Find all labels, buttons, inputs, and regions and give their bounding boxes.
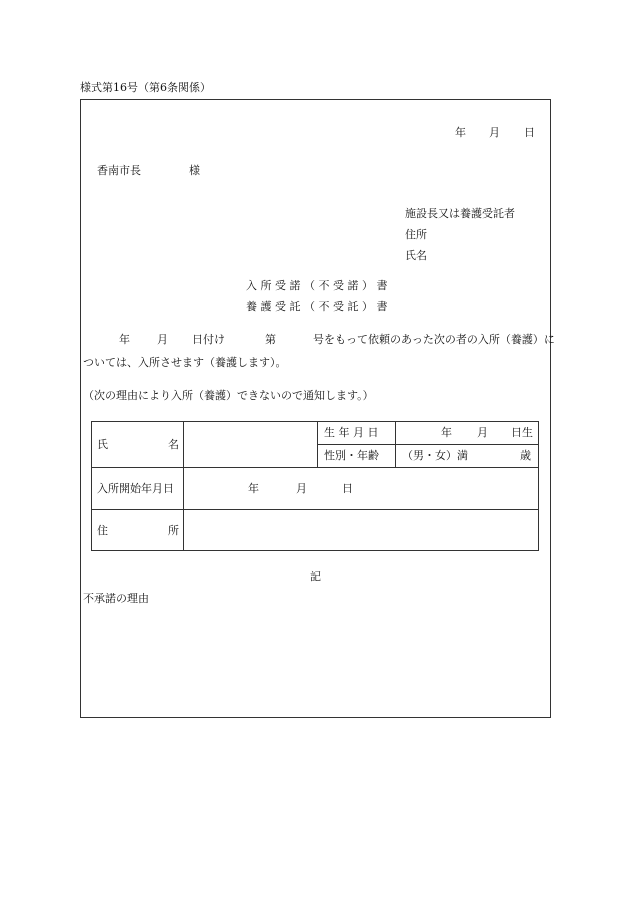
date-month: 月 (489, 126, 500, 139)
sender-address-label: 住所 (405, 228, 427, 241)
sender-title: 施設長又は養護受託者 (405, 207, 515, 220)
doc-title-line2: 養 護 受 託 （ 不 受 託 ） 書 (246, 300, 388, 313)
name-label: 氏 (97, 438, 108, 451)
address-label: 住 (97, 524, 108, 537)
date-day: 日 (524, 126, 535, 139)
sex-value: （男・女）満 (402, 449, 468, 462)
reason-label: 不承諾の理由 (83, 592, 149, 605)
address-label: 所 (168, 524, 179, 537)
dob-year: 年 (441, 426, 452, 439)
body-note: （次の理由により入所（養護）できないので通知します。） (83, 389, 374, 402)
body-line1-tail: 号をもって依頼のあった次の者の入所（養護）に (313, 333, 555, 346)
start-day: 日 (342, 482, 353, 495)
start-date-label: 入所開始年月日 (97, 482, 174, 495)
start-year: 年 (248, 482, 259, 495)
dob-day: 日生 (511, 426, 533, 439)
body-month: 月 (157, 333, 168, 346)
sender-name-label: 氏名 (405, 249, 427, 262)
form-frame (80, 99, 551, 718)
body-line2: ついては、入所させます（養護します）。 (83, 356, 287, 369)
dob-month: 月 (477, 426, 488, 439)
note-heading: 記 (310, 570, 321, 583)
body-year: 年 (119, 333, 130, 346)
sex-age-label: 性別・年齢 (324, 449, 379, 462)
body-number-prefix: 第 (265, 333, 276, 346)
table-divider (183, 421, 184, 551)
addressee-name: 香南市長 (97, 164, 141, 177)
start-month: 月 (296, 482, 307, 495)
name-label: 名 (168, 438, 179, 451)
addressee-honorific: 様 (189, 164, 200, 177)
dob-label: 生 年 月 日 (324, 426, 379, 439)
table-divider (91, 509, 539, 510)
form-number: 様式第16号（第6条関係） (80, 81, 211, 94)
table-divider (91, 467, 539, 468)
date-year: 年 (455, 126, 466, 139)
body-day-ref: 日付け (192, 333, 225, 346)
age-unit: 歳 (520, 449, 531, 462)
doc-title-line1: 入 所 受 諾 （ 不 受 諾 ） 書 (246, 279, 388, 292)
table-divider (317, 444, 539, 445)
